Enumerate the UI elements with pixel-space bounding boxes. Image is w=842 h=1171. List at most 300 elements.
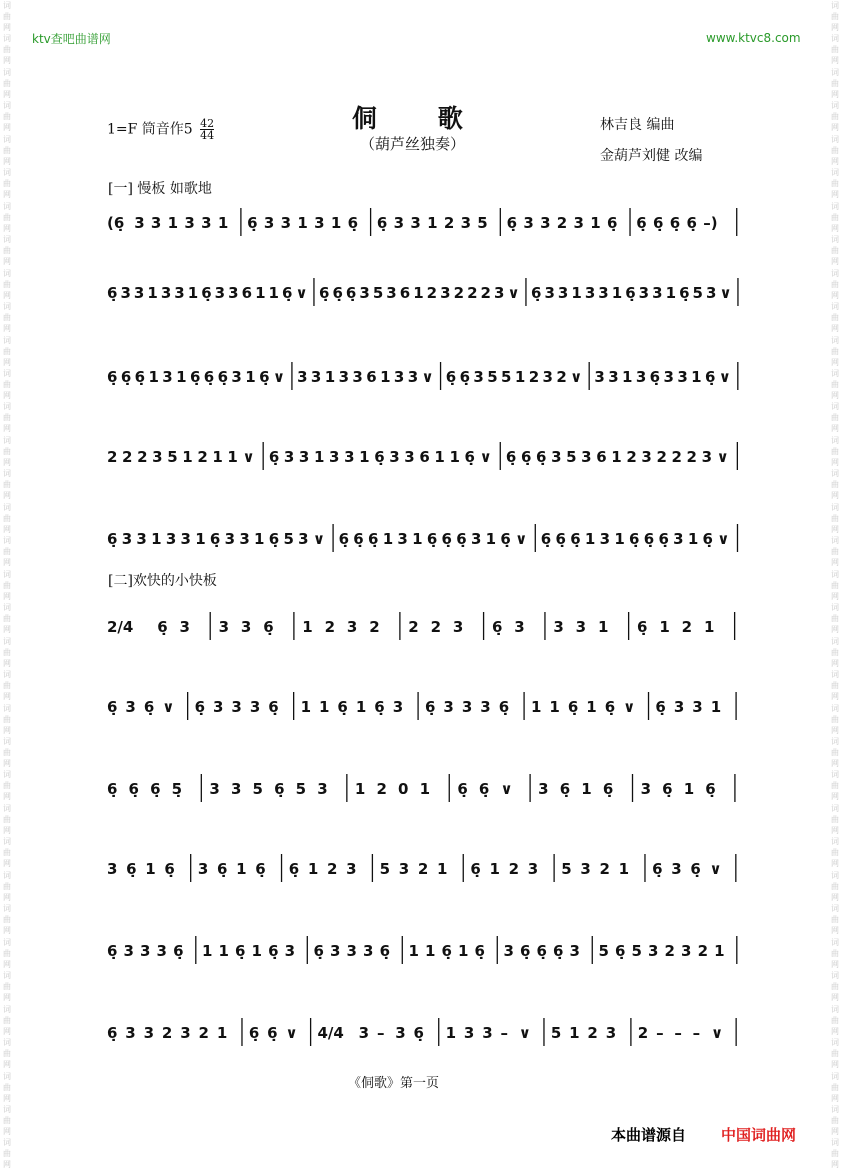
watermark-char: 曲 (831, 580, 839, 590)
watermark-char: 网 (3, 524, 11, 534)
watermark-char: 网 (3, 290, 11, 300)
watermark-char: 网 (831, 257, 839, 267)
watermark-char: 词 (831, 1, 839, 10)
watermark-char: 曲 (3, 12, 11, 21)
note-group: 1 (148, 368, 159, 386)
section-1-heading: [一] 慢板 如歌地 (108, 181, 212, 197)
note-group: 2 (376, 780, 387, 798)
time-signature-top: 42 (200, 117, 215, 130)
watermark-char: 网 (831, 993, 839, 1003)
note-group: 2 (587, 1024, 598, 1042)
note-group: 6̣ (536, 942, 547, 960)
score-row-svg (105, 850, 745, 890)
note-group: 1 (586, 698, 597, 716)
watermark-char: 网 (3, 658, 11, 668)
note-group: 3 (407, 368, 419, 386)
note-group: 5 (477, 214, 488, 232)
note-group: 3 (297, 368, 308, 386)
note-group: 3 (608, 368, 619, 386)
note-group: 3 (240, 618, 252, 636)
watermark-char: 词 (3, 502, 11, 512)
note-group: 3 (125, 1024, 136, 1042)
watermark-char: 网 (3, 825, 11, 835)
note-group: 3 (580, 860, 591, 878)
note-group: 6̣ (655, 698, 666, 716)
watermark-char: 网 (3, 390, 11, 400)
watermark-char: 曲 (3, 145, 11, 155)
score-row-svg (105, 608, 745, 648)
watermark-char: 网 (3, 558, 11, 568)
watermark-char: 网 (831, 1160, 839, 1170)
watermark-char: 词 (3, 1, 11, 10)
watermark-char: 曲 (831, 179, 839, 189)
note-group: 1 (584, 530, 596, 548)
note-group: 6̣ (267, 1024, 278, 1042)
watermark-char: 曲 (3, 480, 11, 490)
watermark-char: 词 (3, 870, 11, 880)
watermark-char: 词 (3, 67, 11, 77)
watermark-char: 网 (3, 959, 11, 969)
note-group: 6 (596, 448, 607, 466)
note-group: 3 (284, 942, 296, 960)
note-group: 3 (648, 942, 659, 960)
note-group: 6̣ (441, 530, 452, 548)
note-group: 3 (228, 284, 239, 302)
watermark-char: 曲 (3, 212, 11, 222)
note-group: 2 (467, 284, 478, 302)
note-group: 3 (452, 618, 464, 636)
note-group: 5 (566, 448, 577, 466)
watermark-char: 词 (3, 904, 11, 914)
note-group: 6 (419, 448, 430, 466)
note-group: 3 (125, 698, 136, 716)
watermark-char: 网 (831, 223, 839, 233)
note-group: 3 (395, 1024, 406, 1042)
side-watermark-left (0, 0, 14, 1171)
watermark-char: 曲 (831, 112, 839, 122)
watermark-char: 网 (831, 625, 839, 635)
watermark-char: 网 (3, 424, 11, 434)
note-group: 5 (252, 780, 263, 798)
note-group: 6̣ (669, 214, 681, 232)
watermark-char: 网 (3, 725, 11, 735)
note-group: 1 (714, 942, 725, 960)
note-group: 6̣ (107, 780, 118, 798)
note-group: 3 (701, 448, 713, 466)
note-group: 6̣ (643, 530, 655, 548)
note-group: 3 (150, 214, 162, 232)
watermark-char: 网 (831, 524, 839, 534)
note-group: 3 (598, 284, 609, 302)
watermark-char: 网 (831, 190, 839, 200)
note-group: 3 (160, 284, 172, 302)
note-group: 6̣ (189, 368, 201, 386)
watermark-char: 词 (831, 1071, 839, 1081)
watermark-char: 词 (831, 870, 839, 880)
score-row-9 (105, 850, 745, 890)
watermark-char: 词 (831, 34, 839, 44)
note-group: 1 (665, 284, 677, 302)
watermark-char: 曲 (831, 915, 839, 925)
note-group: 6̣ (259, 368, 270, 386)
watermark-char: 词 (3, 971, 11, 981)
watermark-char: 词 (831, 502, 839, 512)
watermark-char: 词 (3, 335, 11, 345)
watermark-char: 网 (831, 156, 839, 166)
note-group: 3 (397, 530, 408, 548)
watermark-char: 曲 (3, 814, 11, 824)
section-2-heading: [二]欢快的小快板 (108, 573, 217, 589)
watermark-char: 曲 (831, 547, 839, 557)
site-link-right[interactable]: www.ktvc8.com (706, 31, 801, 45)
note-group: 6̣ (519, 942, 531, 960)
note-group: 6̣ (134, 368, 146, 386)
watermark-char: 词 (831, 302, 839, 312)
note-group: 3 (120, 284, 131, 302)
note-group: 6̣ (607, 214, 618, 232)
note-group: 3 (392, 698, 404, 716)
source-site-link[interactable]: 中国词曲网 (721, 1126, 797, 1144)
breath-mark: ∨ (719, 284, 732, 302)
watermark-char: 网 (3, 792, 11, 802)
watermark-char: 词 (3, 1004, 11, 1014)
note-group: 5 (283, 530, 294, 548)
watermark-char: 网 (831, 859, 839, 869)
watermark-char: 曲 (3, 346, 11, 356)
watermark-char: 曲 (3, 915, 11, 925)
note-group: 3 (393, 214, 405, 232)
note-group: 6̣ (347, 214, 359, 232)
watermark-char: 词 (3, 101, 11, 111)
watermark-char: 曲 (831, 1115, 839, 1125)
note-group: 6̣ (413, 1024, 424, 1042)
note-group: 3 (514, 618, 525, 636)
note-group: 6̣ (445, 368, 457, 386)
watermark-char: 词 (831, 67, 839, 77)
watermark-char: 网 (831, 926, 839, 936)
watermark-char: 词 (3, 168, 11, 178)
note-group: 1 (489, 860, 500, 878)
watermark-char: 曲 (831, 413, 839, 423)
note-group: 1 (419, 780, 431, 798)
note-group: 1 (691, 368, 702, 386)
note-group: 6̣ (332, 284, 343, 302)
watermark-char: 曲 (831, 747, 839, 757)
note-group: – (692, 1024, 701, 1042)
note-group: 1 (434, 448, 445, 466)
note-group: 3 (231, 698, 242, 716)
note-group: 3 (134, 214, 145, 232)
note-group: 3 (165, 530, 177, 548)
watermark-char: 曲 (3, 614, 11, 624)
note-group: 3 (544, 284, 555, 302)
watermark-char: 词 (3, 402, 11, 412)
note-group: 3 (538, 780, 549, 798)
breath-mark: ∨ (518, 1024, 531, 1042)
watermark-char: 网 (3, 926, 11, 936)
site-link-left[interactable]: ktv查吧曲谱网 (32, 32, 111, 46)
note-group: 6̣ (505, 448, 517, 466)
score-row-3 (105, 358, 745, 398)
note-group: 1 (549, 698, 560, 716)
watermark-char: 词 (831, 368, 839, 378)
watermark-char: 曲 (3, 1115, 11, 1125)
note-group: 3 (133, 284, 145, 302)
breath-mark: ∨ (710, 1024, 724, 1042)
score-row-svg (105, 358, 745, 398)
note-group: 1 (569, 1024, 580, 1042)
score-row-5 (105, 520, 745, 560)
watermark-char: 词 (831, 1138, 839, 1148)
song-subtitle: （葫芦丝独奏） (360, 135, 466, 153)
score-row-10 (105, 932, 745, 972)
breath-mark: ∨ (717, 530, 730, 548)
watermark-char: 词 (831, 134, 839, 144)
watermark-char: 网 (831, 658, 839, 668)
note-group: 6̣ (217, 368, 229, 386)
note-group: 3 (230, 780, 242, 798)
note-group: 3 (224, 530, 236, 548)
page-footer: 《侗歌》第一页 (348, 1076, 440, 1091)
note-group: 6̣ (625, 284, 636, 302)
note-group: 2 (369, 618, 380, 636)
note-group: 1 (302, 618, 313, 636)
watermark-char: 网 (831, 357, 839, 367)
breath-mark: ∨ (162, 698, 175, 716)
watermark-char: 曲 (3, 781, 11, 791)
note-group: 6̣ (374, 698, 385, 716)
note-group: 2 (198, 1024, 209, 1042)
watermark-char: 网 (831, 23, 839, 32)
note-group: 3 (314, 214, 325, 232)
note-group: 6̣ (704, 368, 716, 386)
note-group: 2 (324, 618, 336, 636)
watermark-char: 词 (831, 469, 839, 479)
note-group: 6̣ (470, 860, 481, 878)
note-group: 3 (386, 284, 397, 302)
watermark-char: 词 (3, 435, 11, 445)
note-group: 2 (686, 448, 697, 466)
watermark-char: 曲 (831, 78, 839, 88)
note-group: 1 (611, 448, 622, 466)
breath-mark: ∨ (623, 698, 636, 716)
score-row-svg (105, 770, 745, 810)
note-group: 3 (363, 942, 374, 960)
note-group: 3 (140, 942, 151, 960)
note-group: 6̣ (268, 942, 279, 960)
note-group: 1 (359, 448, 370, 466)
score-row-svg (105, 274, 745, 314)
note-group: 6̣ (107, 284, 118, 302)
watermark-char: 网 (3, 859, 11, 869)
side-watermark-right (828, 0, 842, 1171)
note-group: 5 (631, 942, 642, 960)
breath-mark: ∨ (716, 448, 729, 466)
watermark-char: 曲 (3, 313, 11, 323)
note-group: 2 (480, 284, 491, 302)
score-row-svg (105, 688, 745, 728)
note-group: 1 (355, 698, 367, 716)
note-group: 1 (212, 448, 223, 466)
watermark-char: 网 (831, 892, 839, 902)
watermark-char: 词 (3, 1038, 11, 1048)
note-group: 5 (372, 284, 384, 302)
watermark-char: 词 (831, 201, 839, 211)
note-group: 3 (652, 284, 663, 302)
note-group: 3 (263, 214, 275, 232)
watermark-char: 词 (831, 803, 839, 813)
note-group: 6̣ (194, 698, 206, 716)
note-group: – (656, 1024, 664, 1042)
note-group: 6̣ (150, 780, 161, 798)
note-group: 6̣ (247, 214, 258, 232)
note-group: 2 (599, 860, 610, 878)
note-group: 1 (380, 368, 391, 386)
note-group: 2 (426, 284, 438, 302)
note-group: 6̣ (478, 780, 490, 798)
note-group: 3 (503, 942, 514, 960)
note-group: 6̣ (652, 860, 663, 878)
note-group: 6̣ (604, 698, 616, 716)
watermark-char: 曲 (831, 12, 839, 21)
note-group: 3 (218, 618, 230, 636)
watermark-char: 词 (3, 1138, 11, 1148)
note-group: – (674, 1024, 682, 1042)
note-group: 3 (581, 448, 592, 466)
note-group: 1 (217, 214, 229, 232)
watermark-char: 词 (3, 368, 11, 378)
note-group: 3 (470, 530, 482, 548)
watermark-char: 网 (831, 390, 839, 400)
watermark-char: 网 (831, 1026, 839, 1036)
watermark-char: 网 (831, 725, 839, 735)
note-group: 3 (136, 530, 147, 548)
note-group: 1 (216, 1024, 228, 1042)
watermark-char: 曲 (3, 881, 11, 891)
watermark-char: 曲 (831, 212, 839, 222)
watermark-char: 网 (3, 457, 11, 467)
note-group: 3 (671, 860, 682, 878)
note-group: 6̣ (201, 284, 212, 302)
score-row-2 (105, 274, 745, 314)
note-group: 3 (179, 618, 190, 636)
watermark-char: 网 (831, 959, 839, 969)
watermark-char: 曲 (3, 446, 11, 456)
note-group: 3 (493, 284, 505, 302)
note-group: – (376, 1024, 385, 1042)
watermark-char: 网 (3, 758, 11, 768)
watermark-char: 网 (3, 156, 11, 166)
note-group: 6̣ (705, 780, 716, 798)
note-group: 6̣ (288, 860, 300, 878)
note-group: 2 (664, 942, 675, 960)
note-group: 3 (673, 698, 685, 716)
song-title: 侗 歌 (352, 104, 489, 133)
note-group: 3 (542, 368, 553, 386)
note-group: 3 (641, 448, 652, 466)
note-group: 6̣ (107, 530, 118, 548)
note-group: 1 (251, 942, 262, 960)
watermark-char: 曲 (831, 1149, 839, 1159)
watermark-char: 网 (3, 491, 11, 501)
watermark-char: 网 (3, 190, 11, 200)
note-group: 2/4 (107, 618, 134, 636)
note-group: –) (703, 214, 718, 232)
note-group: 6̣ (506, 214, 518, 232)
watermark-char: 网 (3, 692, 11, 702)
watermark-char: 曲 (831, 513, 839, 523)
note-group: 6̣ (658, 530, 669, 548)
note-group: 6̣ (126, 860, 137, 878)
watermark-char: 词 (831, 235, 839, 245)
note-group: 6̣ (441, 942, 452, 960)
note-group: 3 (527, 860, 539, 878)
score-row-svg (105, 932, 745, 972)
note-group: 3 (557, 284, 569, 302)
score-row-8 (105, 770, 745, 810)
note-group: 6̣ (702, 530, 713, 548)
watermark-char: 网 (3, 892, 11, 902)
watermark-char: 曲 (831, 781, 839, 791)
watermark-char: 网 (831, 1060, 839, 1070)
note-group: 3 (197, 860, 209, 878)
watermark-char: 曲 (831, 848, 839, 858)
note-group: 6̣ (555, 530, 566, 548)
score-row-1 (105, 204, 745, 244)
note-group: 1 (412, 530, 423, 548)
note-group: 6̣ (649, 368, 661, 386)
note-group: 6̣ (679, 284, 690, 302)
note-group: 3 (156, 942, 167, 960)
breath-mark: ∨ (295, 284, 308, 302)
note-group: 3 (162, 368, 173, 386)
watermark-char: 词 (3, 268, 11, 278)
note-group: 2 (637, 1024, 649, 1042)
note-group: 6̣ (567, 698, 579, 716)
note-group: 6̣ (107, 942, 118, 960)
note-group: 6̣ (540, 530, 552, 548)
watermark-char: 网 (3, 1060, 11, 1070)
watermark-char: 网 (3, 1026, 11, 1036)
note-group: 3 (213, 698, 224, 716)
note-group: 6̣ (536, 448, 547, 466)
note-group: 6̣ (457, 780, 468, 798)
watermark-char: 词 (3, 1104, 11, 1114)
note-group: 6̣ (345, 284, 357, 302)
note-group: 1 (425, 942, 436, 960)
watermark-char: 词 (831, 636, 839, 646)
breath-mark: ∨ (312, 530, 326, 548)
watermark-char: 词 (831, 603, 839, 613)
watermark-char: 词 (3, 1071, 11, 1081)
watermark-char: 词 (831, 536, 839, 546)
breath-mark: ∨ (709, 860, 722, 878)
note-group: 1 (245, 368, 256, 386)
note-group: 5 (501, 368, 512, 386)
note-group: 6̣ (629, 530, 640, 548)
note-group: 1 (514, 368, 526, 386)
note-group: 1 (201, 942, 213, 960)
note-group: 3 (599, 530, 611, 548)
note-group: 6 (241, 284, 253, 302)
watermark-char: 曲 (831, 647, 839, 657)
note-group: 3 (239, 530, 250, 548)
note-group: 3 (346, 860, 357, 878)
note-group: 1 (659, 618, 670, 636)
watermark-char: 曲 (831, 881, 839, 891)
watermark-char: 曲 (831, 1049, 839, 1059)
watermark-char: 曲 (831, 681, 839, 691)
